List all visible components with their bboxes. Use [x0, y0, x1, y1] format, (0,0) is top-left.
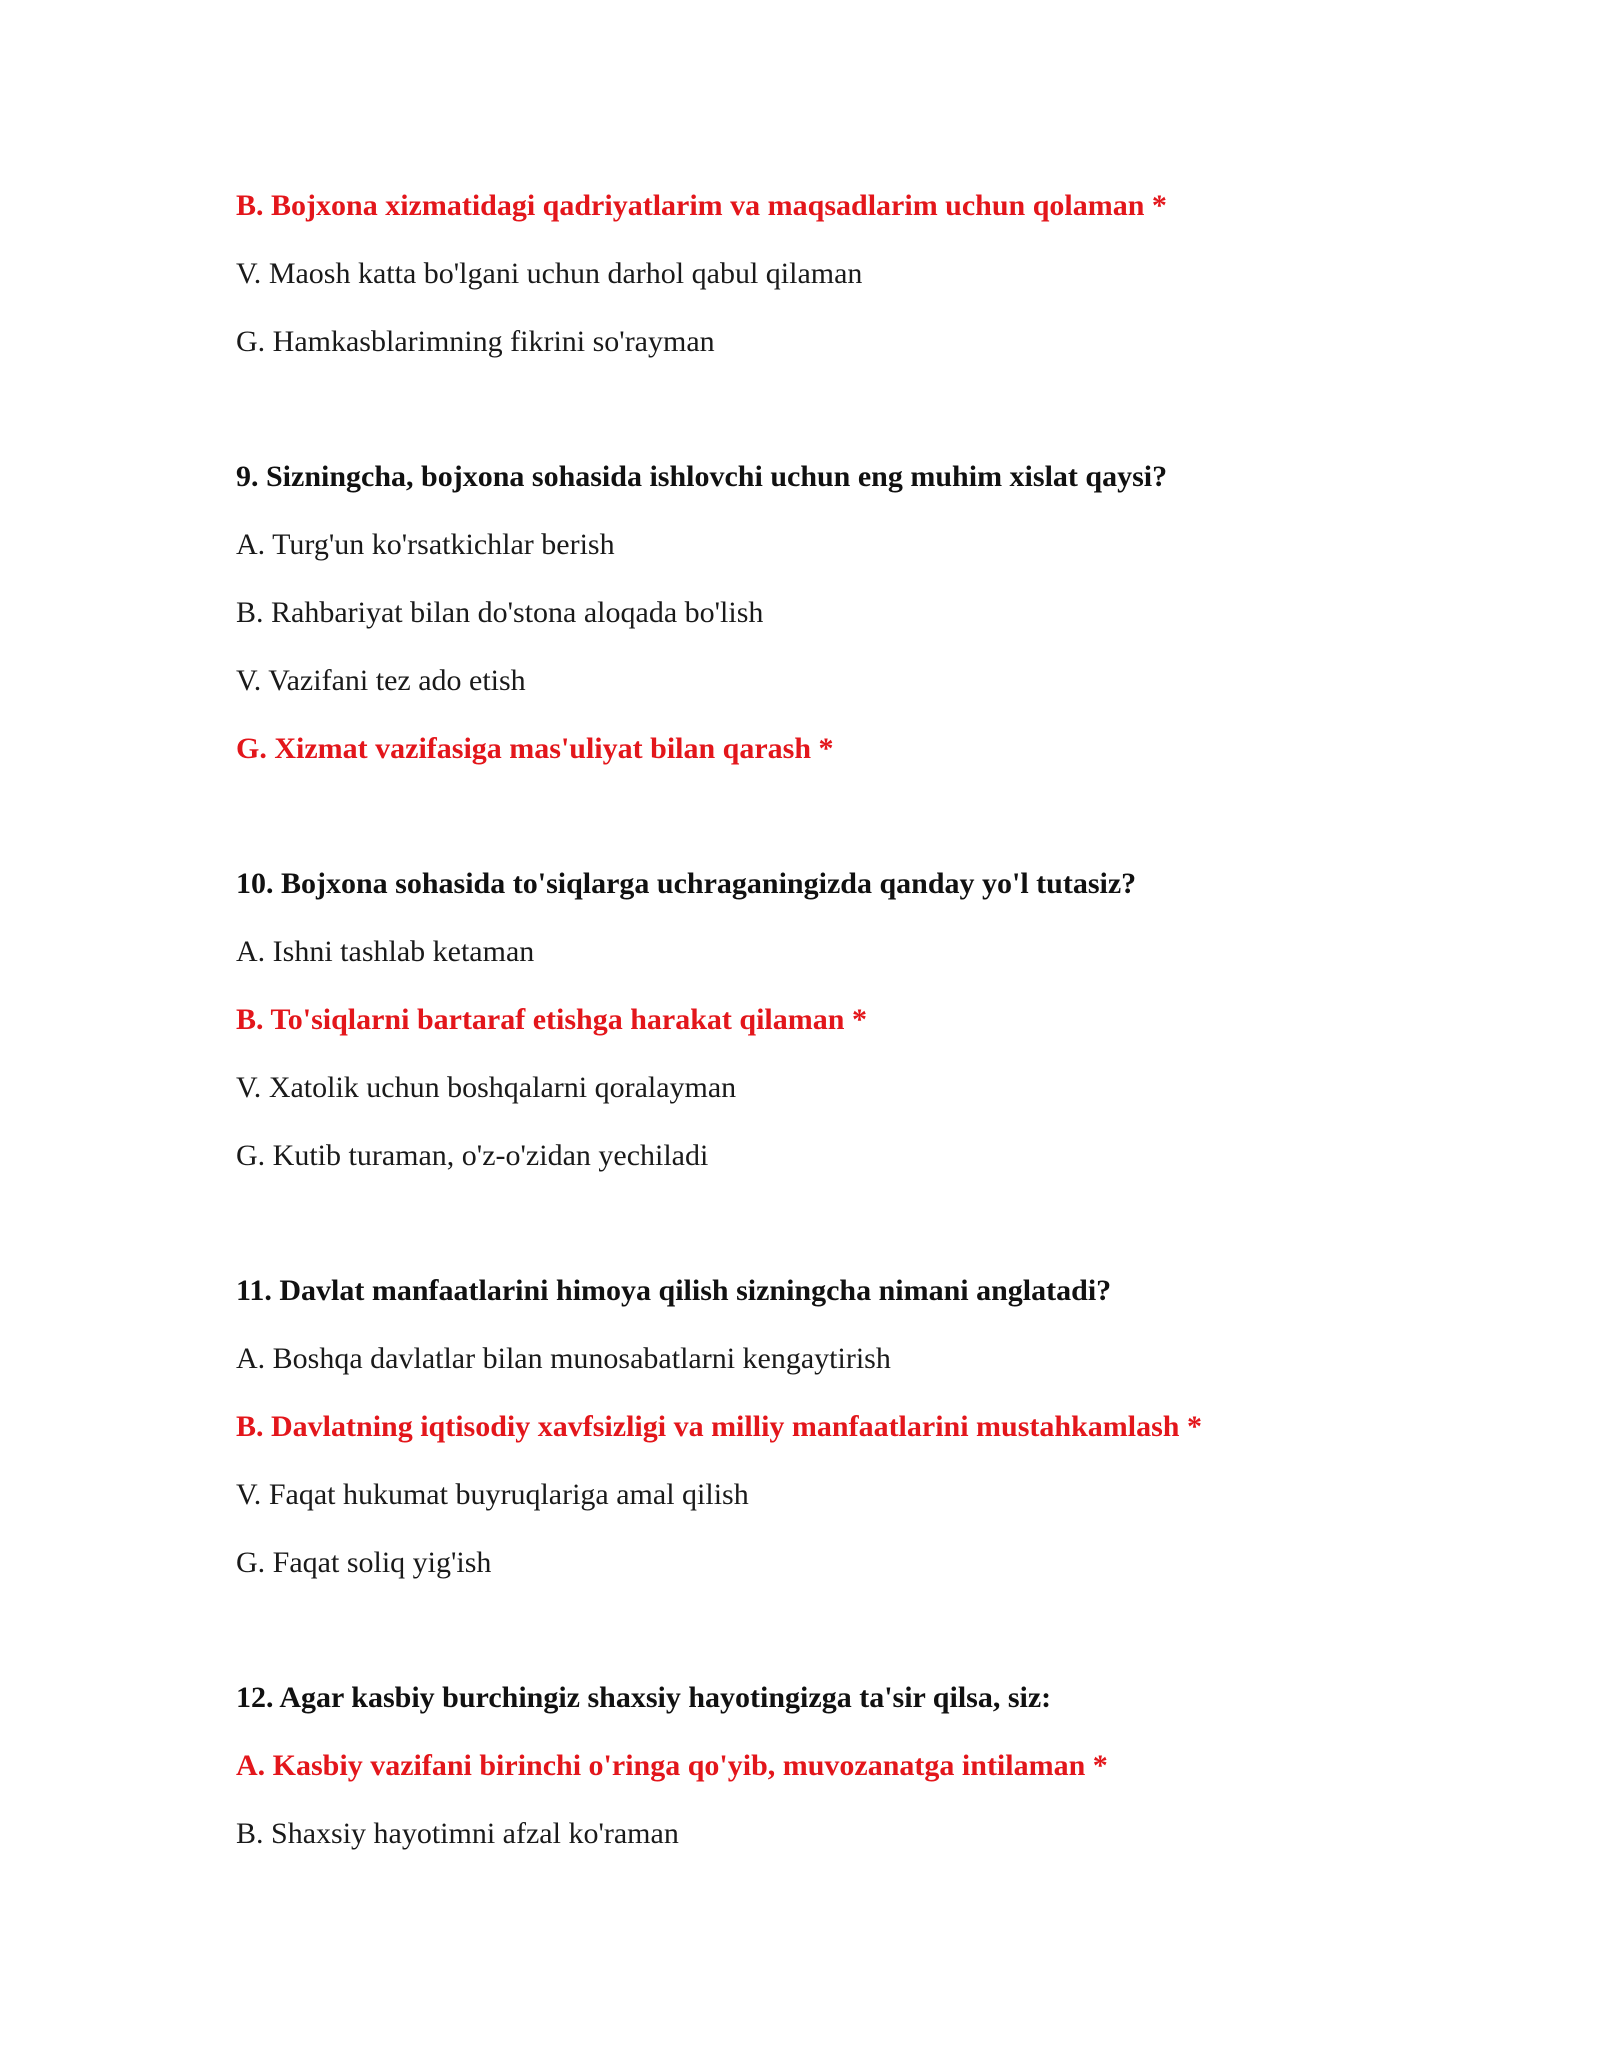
question-number: 12. [236, 1681, 274, 1714]
option-correct [236, 986, 1416, 1054]
option-text: Hamkasblarimning fikrini so'rayman [272, 325, 715, 358]
option-letter: G. [236, 1546, 266, 1579]
option-text: Faqat soliq yig'ish [272, 1546, 492, 1579]
option [236, 308, 1416, 376]
option [236, 579, 1416, 647]
question-heading [236, 850, 1416, 918]
option-letter: G. [236, 325, 266, 358]
option-letter: A. [236, 528, 266, 561]
spacer [236, 376, 1416, 443]
option [236, 511, 1416, 579]
option-text: Bojxona xizmatidagi qadriyatlarim va maqsadlarim uchun qolaman * [271, 189, 1167, 222]
quiz-content [236, 172, 1416, 1868]
option-text: Kutib turaman, o'z-o'zidan yechiladi [272, 1139, 709, 1172]
option [236, 1529, 1416, 1597]
option-letter: V. [236, 257, 262, 290]
option [236, 1800, 1416, 1868]
option-letter: V. [236, 1071, 262, 1104]
option-text: Faqat hukumat buyruqlariga amal qilish [268, 1478, 749, 1511]
question-text: Bojxona sohasida to'siqlarga uchraganingizda qanday yo'l tutasiz? [281, 867, 1137, 900]
option-letter: G. [236, 1139, 266, 1172]
question-number: 10. [236, 867, 274, 900]
option-letter: B. [236, 189, 264, 222]
option-text: To'siqlarni bartaraf etishga harakat qilaman * [270, 1003, 867, 1036]
option-text: Davlatning iqtisodiy xavfsizligi va milliy manfaatlarini mustahkamlash * [271, 1410, 1202, 1443]
option-text: Boshqa davlatlar bilan munosabatlarni kengaytirish [272, 1342, 891, 1375]
option-text: Ishni tashlab ketaman [272, 935, 535, 968]
option [236, 1461, 1416, 1529]
option-text: Turg'un ko'rsatkichlar berish [272, 528, 615, 561]
question-block-9 [236, 443, 1416, 783]
option-letter: A. [236, 1749, 266, 1782]
option [236, 1122, 1416, 1190]
question-block-8 [236, 172, 1416, 376]
question-heading [236, 1257, 1416, 1325]
option-text: Xatolik uchun boshqalarni qoralayman [268, 1071, 737, 1104]
option-letter: A. [236, 935, 266, 968]
option [236, 240, 1416, 308]
option-correct [236, 172, 1416, 240]
question-number: 9. [236, 460, 259, 493]
option-text: Shaxsiy hayotimni afzal ko'raman [271, 1817, 679, 1850]
question-text: Davlat manfaatlarini himoya qilish sizningcha nimani anglatadi? [279, 1274, 1112, 1307]
question-heading [236, 443, 1416, 511]
question-block-10 [236, 850, 1416, 1190]
option-text: Maosh katta bo'lgani uchun darhol qabul qilaman [268, 257, 863, 290]
spacer [236, 783, 1416, 850]
spacer [236, 1597, 1416, 1664]
question-block-12 [236, 1664, 1416, 1868]
spacer [236, 1190, 1416, 1257]
option-text: Rahbariyat bilan do'stona aloqada bo'lish [271, 596, 764, 629]
option-correct [236, 715, 1416, 783]
question-heading [236, 1664, 1416, 1732]
option-letter: V. [236, 664, 262, 697]
option-letter: B. [236, 1410, 264, 1443]
option-letter: B. [236, 1003, 264, 1036]
question-text: Agar kasbiy burchingiz shaxsiy hayotingizga ta'sir qilsa, siz: [279, 1681, 1052, 1714]
option [236, 647, 1416, 715]
option-text: Xizmat vazifasiga mas'uliyat bilan qarash * [274, 732, 834, 765]
option-letter: B. [236, 1817, 264, 1850]
option-letter: A. [236, 1342, 266, 1375]
option-text: Vazifani tez ado etish [268, 664, 526, 697]
option-correct [236, 1732, 1416, 1800]
question-text: Sizningcha, bojxona sohasida ishlovchi uchun eng muhim xislat qaysi? [266, 460, 1168, 493]
option-correct [236, 1393, 1416, 1461]
option-text: Kasbiy vazifani birinchi o'ringa qo'yib, muvozanatga intilaman * [272, 1749, 1108, 1782]
option [236, 1325, 1416, 1393]
option-letter: V. [236, 1478, 262, 1511]
question-block-11 [236, 1257, 1416, 1597]
question-number: 11. [236, 1274, 272, 1307]
option-letter: G. [236, 732, 267, 765]
option-letter: B. [236, 596, 264, 629]
option [236, 1054, 1416, 1122]
option [236, 918, 1416, 986]
